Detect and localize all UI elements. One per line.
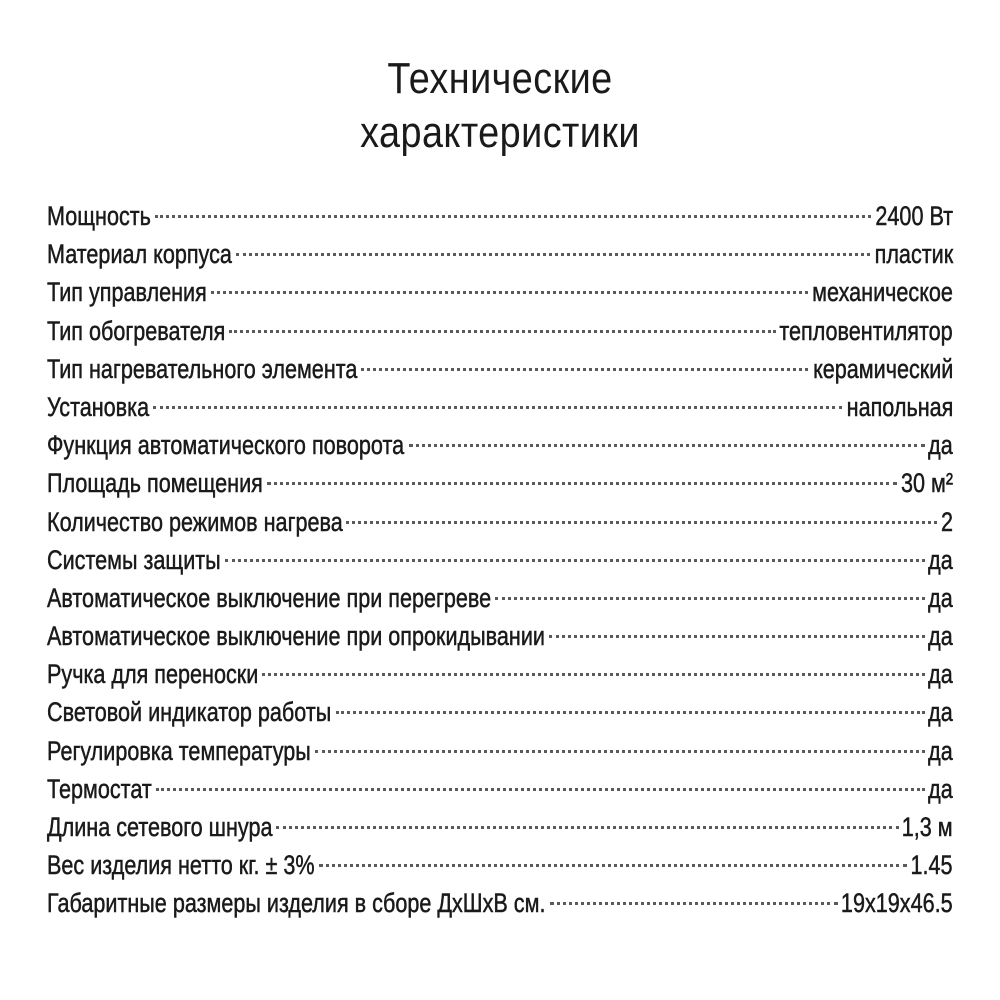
page-title-line-1: Технические bbox=[387, 54, 613, 103]
spec-value: керамический bbox=[812, 353, 953, 384]
spec-label: Установка bbox=[47, 391, 150, 422]
spec-label: Материал корпуса bbox=[47, 239, 232, 270]
spec-value: да bbox=[928, 659, 953, 690]
spec-value: механическое bbox=[812, 277, 953, 308]
dot-leader bbox=[153, 406, 842, 409]
spec-value: 1,3 м bbox=[902, 812, 953, 842]
dot-leader bbox=[361, 368, 808, 371]
dot-leader bbox=[225, 559, 925, 562]
spec-label: Тип управления bbox=[47, 277, 207, 308]
spec-value: да bbox=[928, 430, 953, 461]
spec-value: да bbox=[928, 544, 953, 575]
dot-leader bbox=[495, 597, 924, 600]
dot-leader bbox=[315, 750, 925, 753]
spec-label: Световой индикатор работы bbox=[47, 697, 332, 728]
spec-row bbox=[47, 464, 953, 502]
spec-label: Тип нагревательного элемента bbox=[47, 353, 358, 384]
dot-leader bbox=[211, 291, 809, 294]
dot-leader bbox=[155, 215, 872, 218]
spec-label: Длина сетевого шнура bbox=[47, 812, 273, 842]
dot-leader bbox=[409, 444, 925, 447]
spec-value: да bbox=[928, 773, 953, 804]
dot-leader bbox=[346, 521, 937, 524]
spec-row bbox=[47, 884, 953, 922]
dot-leader bbox=[267, 482, 897, 485]
spec-row bbox=[47, 426, 953, 464]
dot-leader bbox=[262, 673, 924, 676]
spec-row bbox=[47, 655, 953, 693]
dot-leader bbox=[319, 864, 907, 867]
spec-row bbox=[47, 617, 953, 655]
spec-row bbox=[47, 541, 953, 579]
dot-leader bbox=[550, 902, 838, 905]
spec-row bbox=[47, 503, 953, 541]
spec-row bbox=[47, 693, 953, 731]
spec-row bbox=[47, 350, 953, 388]
spec-row bbox=[47, 235, 953, 273]
spec-value: да bbox=[928, 697, 953, 728]
spec-row bbox=[47, 579, 953, 617]
spec-label: Тип обогревателя bbox=[47, 315, 226, 346]
spec-label: Вес изделия нетто кг. ± 3% bbox=[47, 850, 315, 881]
spec-label: Ручка для переноски bbox=[47, 659, 259, 690]
spec-value: пластик bbox=[874, 239, 953, 270]
dot-leader bbox=[336, 711, 925, 714]
spec-value: 30 м² bbox=[900, 468, 953, 499]
spec-value: напольная bbox=[846, 391, 953, 422]
spec-label: Габаритные размеры изделия в сборе ДхШхВ см. bbox=[47, 888, 546, 919]
page-title bbox=[70, 52, 930, 160]
spec-row bbox=[47, 197, 953, 235]
spec-label: Площадь помещения bbox=[47, 468, 263, 499]
spec-label: Количество режимов нагрева bbox=[47, 506, 343, 537]
spec-value: 2 bbox=[940, 506, 953, 537]
spec-label: Автоматическое выключение при перегреве bbox=[47, 582, 492, 613]
spec-value: 2400 Вт bbox=[875, 201, 953, 231]
dot-leader bbox=[276, 826, 898, 829]
spec-label: Регулировка температуры bbox=[47, 735, 311, 766]
spec-value: 1.45 bbox=[910, 850, 953, 881]
spec-row bbox=[47, 388, 953, 426]
spec-value: да bbox=[928, 735, 953, 766]
spec-value: тепловентилятор bbox=[779, 315, 953, 346]
spec-value: да bbox=[928, 582, 953, 613]
dot-leader bbox=[229, 330, 776, 333]
specs-list bbox=[47, 197, 953, 923]
spec-row bbox=[47, 846, 953, 884]
spec-row bbox=[47, 312, 953, 350]
spec-value: да bbox=[928, 621, 953, 652]
spec-label: Термостат bbox=[47, 773, 152, 804]
spec-value: 19x19x46.5 bbox=[841, 888, 953, 919]
spec-label: Мощность bbox=[47, 201, 151, 231]
dot-leader bbox=[549, 635, 924, 638]
spec-row bbox=[47, 732, 953, 770]
dot-leader bbox=[236, 253, 870, 256]
spec-row bbox=[47, 273, 953, 311]
page-title-line-2: характеристики bbox=[360, 108, 640, 157]
spec-row bbox=[47, 770, 953, 808]
spec-row bbox=[47, 808, 953, 846]
spec-label: Функция автоматического поворота bbox=[47, 430, 405, 461]
dot-leader bbox=[156, 788, 925, 791]
spec-label: Системы защиты bbox=[47, 544, 221, 575]
spec-label: Автоматическое выключение при опрокидывании bbox=[47, 621, 545, 652]
